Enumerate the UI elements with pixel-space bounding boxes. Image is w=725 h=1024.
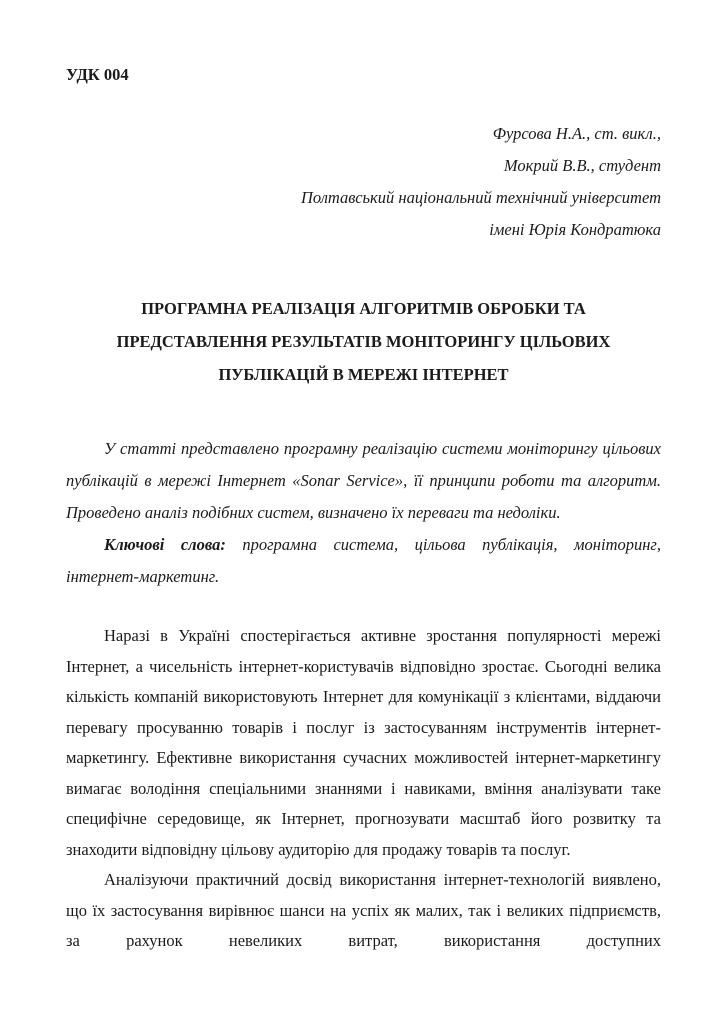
title-line: ПРЕДСТАВЛЕННЯ РЕЗУЛЬТАТІВ МОНІТОРИНГУ ЦІЛЬОВИХ	[116, 332, 611, 351]
title-line: ПУБЛІКАЦІЙ В МЕРЕЖІ ІНТЕРНЕТ	[218, 365, 509, 384]
author-block	[66, 118, 661, 246]
body-paragraph: Наразі в Україні спостерігається активне зростання популярності мережі Інтернет, а чисельність інтернет-користувачів відповідно зростає. Сьогодні велика кількість компаній використовують Інтернет для комунікації з клієнтами, віддаючи перевагу просуванню товарів і послуг із застосуванням інструментів інтернет-маркетингу. Ефективне використання сучасних можливостей інтернет-маркетингу вимагає володіння спеціальними знаннями і навиками, вміння аналізувати таке специфічне середовище, як Інтернет, прогнозувати масштаб його розвитку та знаходити відповідну цільову аудиторію для продажу товарів та послуг.	[66, 626, 661, 859]
abstract-paragraph: У статті представлено програмну реалізацію системи моніторингу цільових публікацій в мережі Інтернет «Sonar Service», її принципи роботи та алгоритм. Проведено аналіз подібних систем, визначено їх переваги та недоліки.	[66, 439, 661, 522]
affiliation-line: Полтавський національний технічний університет	[300, 188, 661, 207]
author-line: Мокрий В.В., студент	[503, 156, 661, 175]
title-line: ПРОГРАМНА РЕАЛІЗАЦІЯ АЛГОРИТМІВ ОБРОБКИ ТА	[141, 299, 586, 318]
keywords-text: програмна система, цільова публікація, моніторинг, інтернет-маркетинг.	[66, 535, 661, 586]
affiliation-line: імені Юрія Кондратюка	[489, 220, 661, 239]
keywords-paragraph	[66, 529, 661, 593]
paper-title	[72, 292, 655, 391]
udk-code: УДК 004	[66, 65, 129, 84]
keywords-label: Ключові слова:	[104, 535, 226, 554]
body-paragraph: Аналізуючи практичний досвід використання інтернет-технологій виявлено, що їх застосування вирівнює шанси на успіх як малих, так і великих підприємств, за рахунок невеликих витрат, використання доступних	[66, 870, 661, 950]
author-line: Фурсова Н.А., ст. викл.,	[492, 124, 661, 143]
